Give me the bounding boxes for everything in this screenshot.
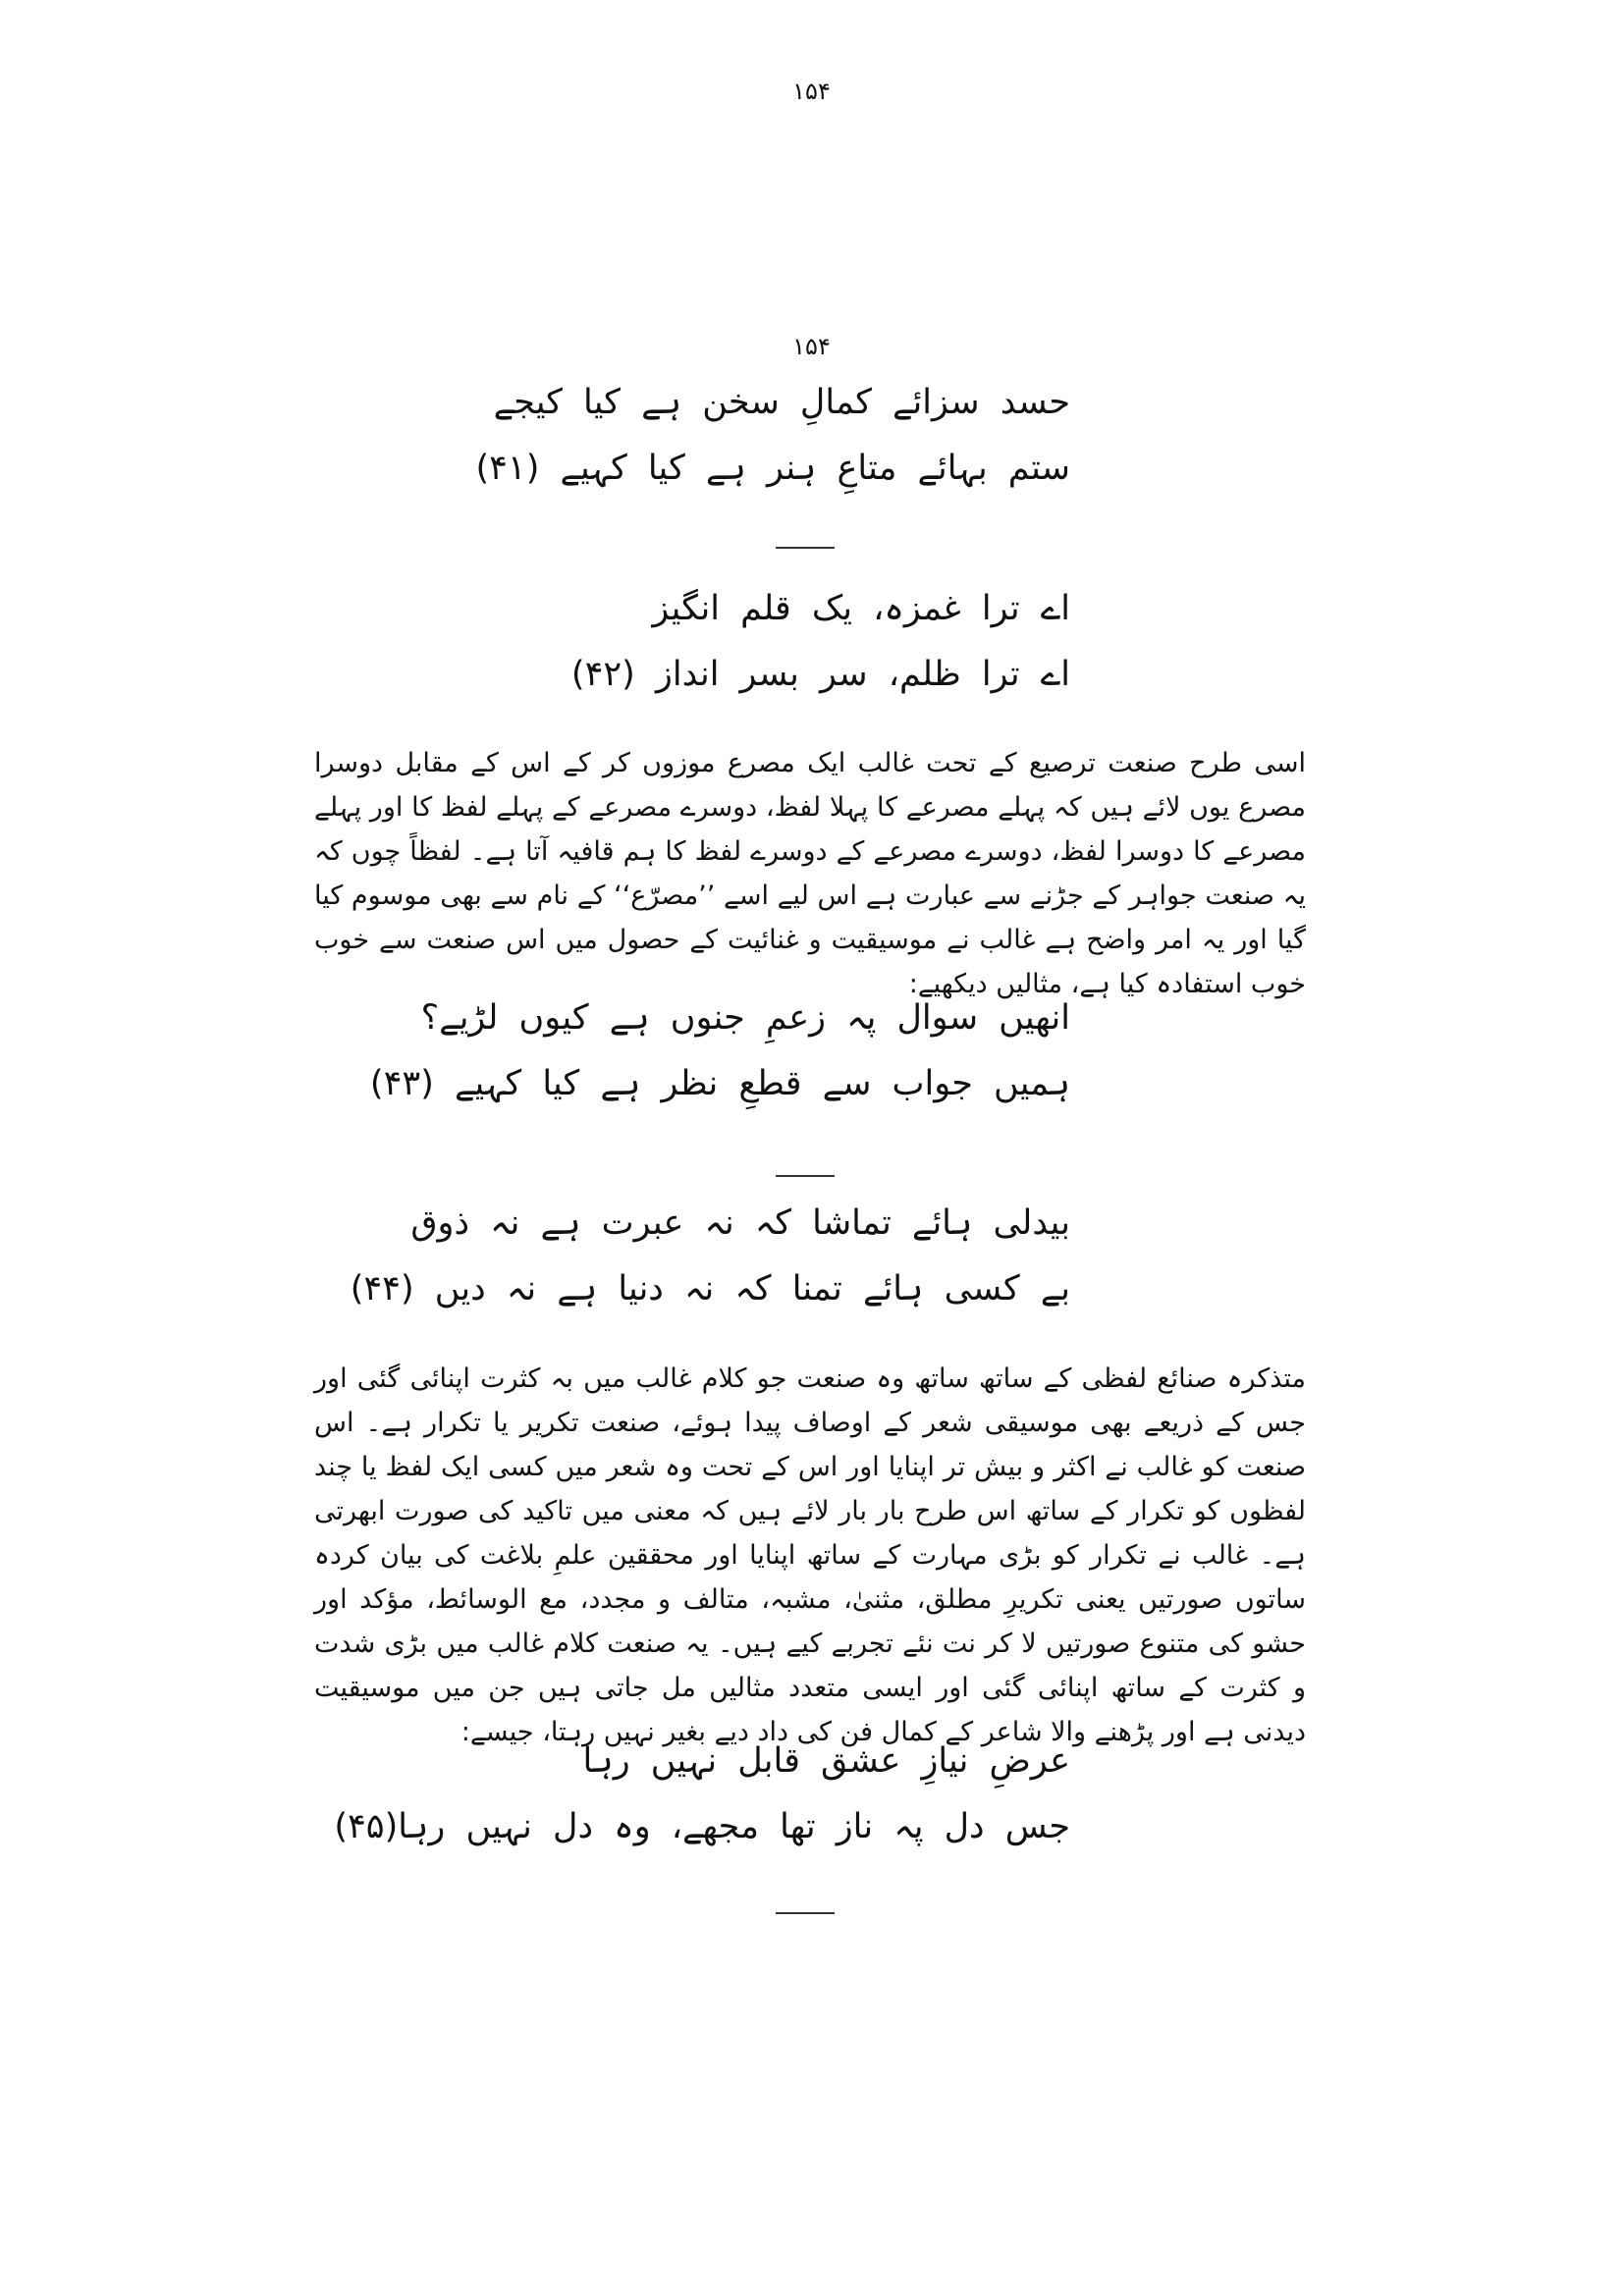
couplet-1: [475, 381, 1070, 512]
verse-line: بیدلی ہائے تماشا کہ نہ عبرت ہے نہ ذوق: [410, 1203, 1070, 1243]
verse-line: بے کسی ہائے تمنا کہ نہ دنیا ہے نہ دیں (۴۴): [350, 1269, 1070, 1308]
couplet-4: [350, 1201, 1070, 1333]
inner-page-number: ۱۵۴: [792, 333, 831, 360]
verse-line: حسد سزائے کمالِ سخن ہے کیا کیجے: [493, 383, 1070, 422]
couplet-2: [570, 587, 1070, 719]
section-divider: [776, 1175, 835, 1177]
verse-line: ستم بہائے متاعِ ہنر ہے کیا کہیے (۴۱): [475, 449, 1070, 488]
body-paragraph-1: اسی طرح صنعت ترصیع کے تحت غالب ایک مصرع موزوں کر کے اس کے مقابل دوسرا مصرع یوں لائے ہیں کہ پہلے مصرعے کا پہلا لفظ، دوسرے مصرعے کے پہلے لفظ کا اور پہلے مصرعے کا دوسرا لفظ، دوسرے مصرعے کے دوسرے لفظ کا ہم قافیہ آتا ہے۔ لفظاً چوں کہ یہ صنعت جواہر کے جڑنے سے عبارت ہے اس لیے اسے ’’مصرّع‘‘ کے نام سے بھی موسوم کیا گیا اور یہ امر واضح ہے غالب نے موسیقیت و غنائیت کے حصول میں اس صنعت سے خوب خوب استفادہ کیا ہے، مثالیں دیکھیے:: [314, 748, 1306, 999]
body-paragraph-2: متذکرہ صنائع لفظی کے ساتھ ساتھ وہ صنعت جو کلام غالب میں بہ کثرت اپنائی گئی اور جس کے ذریعے بھی موسیقی شعر کے اوصاف پیدا ہوئے، صنعت تکریر یا تکرار ہے۔ اس صنعت کو غالب نے اکثر و بیش تر اپنایا اور اس کے تحت وہ شعر میں کسی ایک لفظ یا چند لفظوں کو تکرار کے ساتھ اس طرح بار بار لائے ہیں کہ معنی میں تاکید کی صورت ابھرتی ہے۔ غالب نے تکرار کو بڑی مہارت کے ساتھ اپنایا اور محققین علمِ بلاغت کی بیان کردہ ساتوں صورتیں یعنی تکریرِ مطلق، مثنیٰ، مشبہ، متالف و مجدد، مع الوسائط، مؤکد اور حشو کی متنوع صورتیں لا کر نت نئے تجربے کیے ہیں۔ یہ صنعت کلام غالب میں بڑی شدت و کثرت کے ساتھ اپنائی گئی اور ایسی متعدد مثالیں مل جاتی ہیں جن میں موسیقیت دیدنی ہے اور پڑھنے والا شاعر کے کمال فن کی داد دیے بغیر نہیں رہتا، جیسے:: [314, 1363, 1306, 1747]
verse-line: اے ترا ظلم، سر بسر انداز (۴۲): [570, 655, 1070, 694]
verse-line: جس دل پہ ناز تھا مجھے، وہ دل نہیں رہا(۴۵): [334, 1807, 1070, 1846]
page-number: ۱۵۴: [792, 78, 831, 105]
verse-line: ہمیں جواب سے قطعِ نظر ہے کیا کہیے (۴۳): [369, 1064, 1070, 1103]
verse-line: اے ترا غمزہ، یک قلم انگیز: [652, 589, 1070, 628]
verse-line: انھیں سوال پہ زعمِ جنوں ہے کیوں لڑیے؟: [420, 998, 1070, 1038]
section-divider: [776, 1912, 835, 1914]
couplet-3: [369, 996, 1070, 1128]
verse-line: عرضِ نیازِ عشق قابل نہیں رہا: [582, 1741, 1070, 1781]
couplet-5: [334, 1739, 1070, 1871]
section-divider: [776, 547, 835, 549]
